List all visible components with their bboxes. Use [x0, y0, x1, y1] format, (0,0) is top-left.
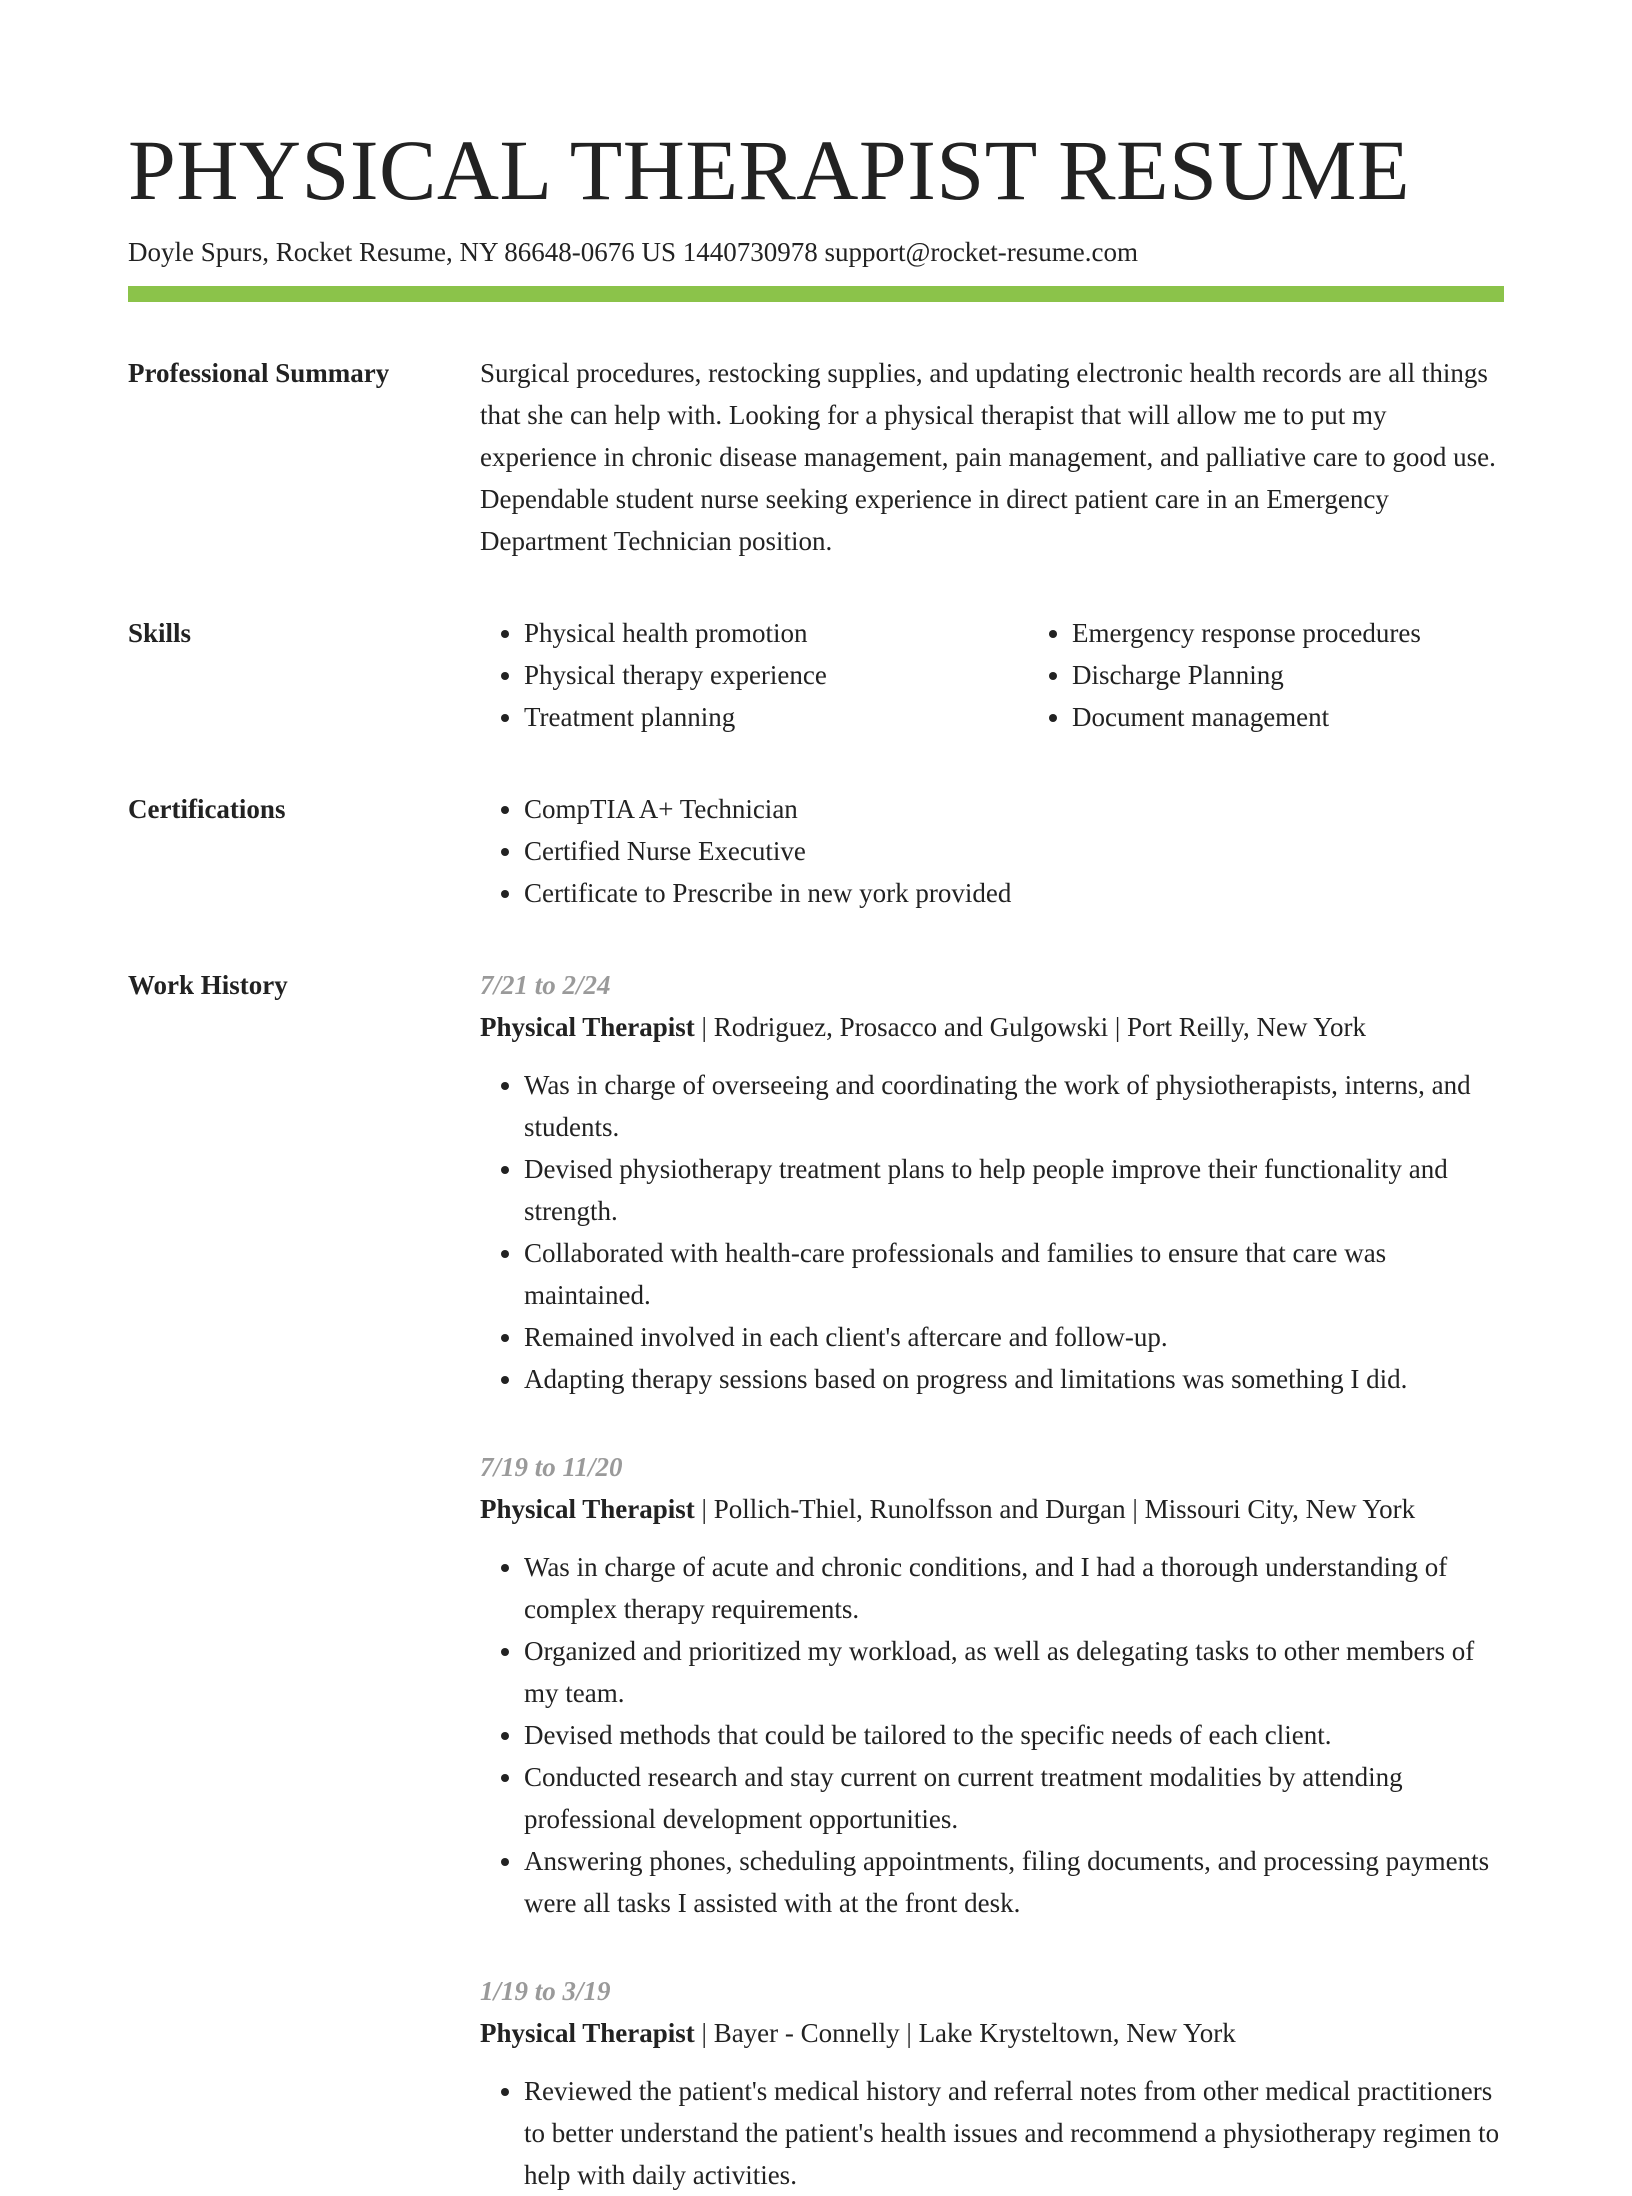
job-separator: | — [694, 1012, 714, 1042]
resume-page — [128, 118, 1504, 2196]
section-label-work-history: Work History — [128, 970, 288, 1000]
job-separator: | — [694, 2018, 714, 2048]
job-bullets — [480, 2070, 1504, 2196]
resume-title: PHYSICAL THERAPIST RESUME — [128, 122, 1411, 218]
job-heading — [480, 2012, 1504, 2054]
job-dates: 1/19 to 3/19 — [480, 1976, 611, 2006]
job-bullets — [480, 1064, 1504, 1400]
job-entry — [480, 1446, 1504, 1924]
skill-item: • Document management — [1072, 696, 1576, 738]
certifications-section — [128, 788, 1504, 914]
job-separator: | — [899, 2018, 919, 2048]
skills-list-left — [480, 612, 1028, 738]
work-history-section — [128, 964, 1504, 2196]
job-bullets — [480, 1546, 1504, 1924]
job-entry — [480, 1970, 1504, 2196]
job-bullet: • Answering phones, scheduling appointments, filing documents, and processing payments were all tasks I assisted with at the front desk. — [524, 1840, 1504, 1924]
skill-item: • Treatment planning — [524, 696, 1028, 738]
skill-item: • Physical health promotion — [524, 612, 1028, 654]
job-separator: | — [1125, 1494, 1145, 1524]
summary-section — [128, 352, 1504, 562]
contact-line: Doyle Spurs, Rocket Resume, NY 86648-0676 US 1440730978 support@rocket-resume.com — [128, 237, 1138, 267]
certification-item: • Certified Nurse Executive — [524, 830, 1504, 872]
certifications-list — [480, 788, 1504, 914]
job-bullet: • Devised methods that could be tailored to the specific needs of each client. — [524, 1714, 1504, 1756]
job-company: Rodriguez, Prosacco and Gulgowski — [713, 1012, 1109, 1042]
skill-item: • Physical therapy experience — [524, 654, 1028, 696]
job-company: Bayer - Connelly — [713, 2018, 900, 2048]
certification-item: • CompTIA A+ Technician — [524, 788, 1504, 830]
job-role: Physical Therapist — [480, 1494, 695, 1524]
job-bullet: • Adapting therapy sessions based on progress and limitations was something I did. — [524, 1358, 1504, 1400]
job-bullet: • Conducted research and stay current on current treatment modalities by attending professional development opportunities. — [524, 1756, 1504, 1840]
job-location: Port Reilly, New York — [1127, 1012, 1367, 1042]
job-location: Lake Krysteltown, New York — [918, 2018, 1236, 2048]
section-label-skills: Skills — [128, 618, 192, 648]
job-bullet: • Was in charge of acute and chronic conditions, and I had a thorough understanding of complex therapy requirements. — [524, 1546, 1504, 1630]
job-entry — [480, 964, 1504, 1400]
section-label-summary: Professional Summary — [128, 358, 390, 388]
job-heading — [480, 1006, 1504, 1048]
job-bullet: • Was in charge of overseeing and coordinating the work of physiotherapists, interns, and students. — [524, 1064, 1504, 1148]
job-dates: 7/21 to 2/24 — [480, 970, 611, 1000]
job-separator: | — [694, 1494, 714, 1524]
skill-item: • Discharge Planning — [1072, 654, 1576, 696]
job-role: Physical Therapist — [480, 2018, 695, 2048]
job-role: Physical Therapist — [480, 1012, 695, 1042]
section-label-certifications: Certifications — [128, 794, 286, 824]
skills-list-right — [1028, 612, 1576, 738]
job-heading — [480, 1488, 1504, 1530]
job-location: Missouri City, New York — [1144, 1494, 1416, 1524]
job-bullet: • Reviewed the patient's medical history and referral notes from other medical practitioners to better understand the patient's health issues and recommend a physiotherapy regimen to help with daily activities. — [524, 2070, 1504, 2196]
summary-text: Surgical procedures, restocking supplies, and updating electronic health records are all things that she can help with. Looking for a physical therapist that will allow me to put my experience in chronic disease management, pain management, and palliative care to good use. Dependable student nurse seeking experience in direct patient care in an Emergency Department Technician position. — [480, 358, 1496, 556]
job-bullet: • Devised physiotherapy treatment plans to help people improve their functionality and strength. — [524, 1148, 1504, 1232]
skill-item: • Emergency response procedures — [1072, 612, 1576, 654]
job-company: Pollich-Thiel, Runolfsson and Durgan — [713, 1494, 1126, 1524]
job-bullet: • Organized and prioritized my workload, as well as delegating tasks to other members of my team. — [524, 1630, 1504, 1714]
skills-section — [128, 612, 1504, 738]
job-bullet: • Remained involved in each client's aftercare and follow-up. — [524, 1316, 1504, 1358]
certification-item: • Certificate to Prescribe in new york provided — [524, 872, 1504, 914]
job-bullet: • Collaborated with health-care professionals and families to ensure that care was maintained. — [524, 1232, 1504, 1316]
job-dates: 7/19 to 11/20 — [480, 1452, 623, 1482]
job-separator: | — [1108, 1012, 1128, 1042]
accent-divider — [128, 286, 1504, 302]
